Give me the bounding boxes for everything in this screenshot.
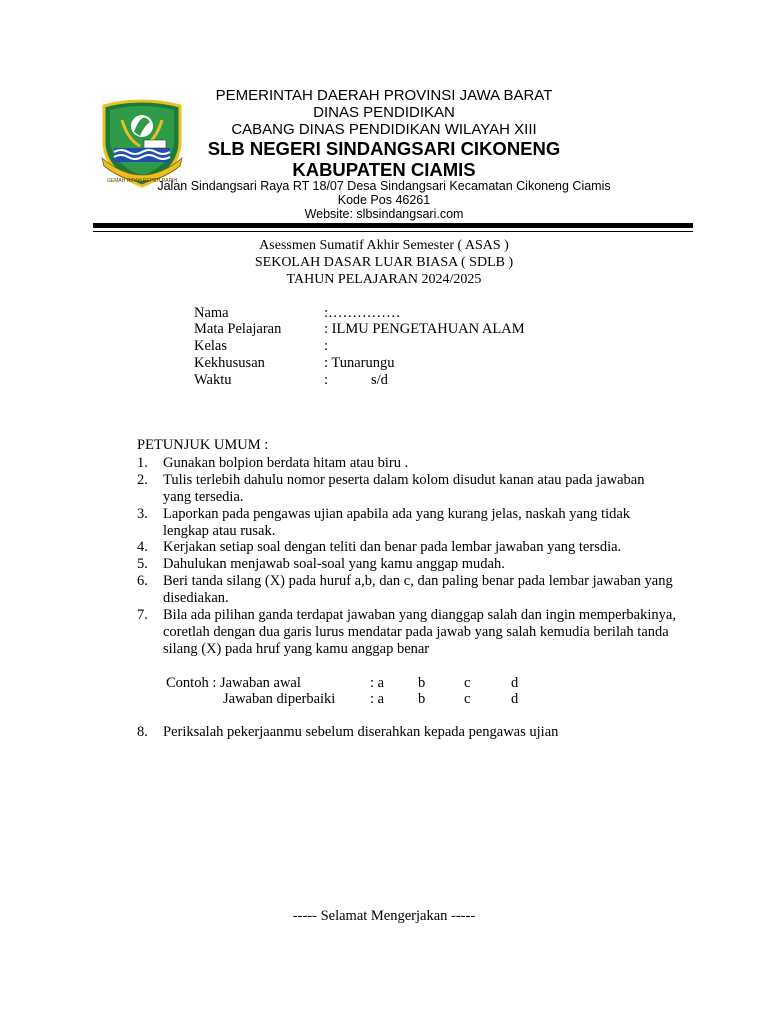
exam-academic-year: TAHUN PELAJARAN 2024/2025 — [286, 272, 482, 287]
letterhead-postal-code: Kode Pos 46261 — [337, 193, 431, 207]
example-option: : a — [370, 675, 385, 691]
instruction-number: 1. — [137, 455, 148, 471]
exam-school-level: SEKOLAH DASAR LUAR BIASA ( SDLB ) — [254, 255, 514, 270]
letterhead-regency: KABUPATEN CIAMIS — [292, 159, 476, 180]
identity-value: : — [324, 338, 329, 354]
logo-motto: GEMAH RIPAH REPEH RAPIH — [107, 178, 177, 184]
letterhead-government: PEMERINTAH DAERAH PROVINSI JAWA BARAT — [215, 87, 553, 104]
instruction-text: Tulis terlebih dahulu nomor peserta dalam kolom disudut kanan atau pada jawaban yang tersedia. — [163, 472, 645, 505]
example-option: c — [464, 691, 471, 707]
letterhead-branch: CABANG DINAS PENDIDIKAN WILAYAH XIII — [231, 121, 537, 138]
letterhead-school-name: SLB NEGERI SINDANGSARI CIKONENG — [207, 138, 561, 159]
identity-value: : ILMU PENGETAHUAN ALAM — [324, 321, 525, 337]
example-option: d — [511, 691, 519, 707]
instruction-text: Beri tanda silang (X) pada huruf a,b, dan c, dan paling benar pada lembar jawaban yang disediakan. — [163, 573, 673, 606]
instruction-number: 4. — [137, 539, 148, 555]
identity-label: Mata Pelajaran — [194, 321, 282, 337]
instruction-number: 7. — [137, 607, 148, 623]
instruction-number: 8. — [137, 724, 148, 740]
exam-title: Asessmen Sumatif Akhir Semester ( ASAS ) — [259, 238, 509, 253]
letterhead-website: Website: slbsindangsari.com — [304, 207, 464, 221]
identity-label: Waktu — [194, 372, 232, 388]
instruction-text: Gunakan bolpion berdata hitam atau biru . — [163, 455, 409, 471]
instructions-heading: PETUNJUK UMUM : — [137, 437, 269, 453]
instruction-number: 2. — [137, 472, 148, 488]
instruction-text: Bila ada pilihan ganda terdapat jawaban yang dianggap salah dan ingin memperbakinya, coretlah dengan dua garis lurus mendatar pada jawab yang salah kemudia berilah tanda silang (X) pada hruf yang kamu anggap benar — [163, 607, 676, 657]
example-option: : a — [370, 691, 385, 707]
example-option: d — [511, 675, 519, 691]
identity-value: :…………… — [324, 305, 401, 321]
identity-value: : — [324, 372, 329, 388]
letterhead-department: DINAS PENDIDIKAN — [313, 104, 455, 121]
identity-label: Kekhususan — [194, 355, 265, 371]
closing-greeting: ----- Selamat Mengerjakan ----- — [292, 908, 476, 924]
letterhead-thick-rule — [93, 223, 693, 228]
example-label-initial: Contoh : Jawaban awal — [166, 675, 301, 691]
example-label-corrected: Jawaban diperbaiki — [223, 691, 336, 707]
instruction-text: Dahulukan menjawab soal-soal yang kamu anggap mudah. — [163, 556, 505, 572]
instruction-text: Laporkan pada pengawas ujian apabila ada yang kurang jelas, naskah yang tidak lengkap atau rusak. — [163, 506, 631, 539]
example-option: b — [418, 675, 426, 691]
identity-value: : Tunarungu — [324, 355, 395, 371]
letterhead-address: Jalan Sindangsari Raya RT 18/07 Desa Sindangsari Kecamatan Cikoneng Ciamis — [157, 179, 611, 193]
identity-label: Nama — [194, 305, 229, 321]
instruction-text: Kerjakan setiap soal dengan teliti dan benar pada lembar jawaban yang tersdia. — [163, 539, 622, 555]
instruction-text: Periksalah pekerjaanmu sebelum diserahkan kepada pengawas ujian — [163, 724, 559, 740]
instruction-number: 5. — [137, 556, 148, 572]
example-option: b — [418, 691, 426, 707]
identity-label: Kelas — [194, 338, 228, 354]
identity-value-range: s/d — [371, 372, 388, 388]
instruction-number: 3. — [137, 506, 148, 522]
example-option: c — [464, 675, 471, 691]
instruction-number: 6. — [137, 573, 148, 589]
letterhead-thin-rule — [93, 231, 693, 232]
